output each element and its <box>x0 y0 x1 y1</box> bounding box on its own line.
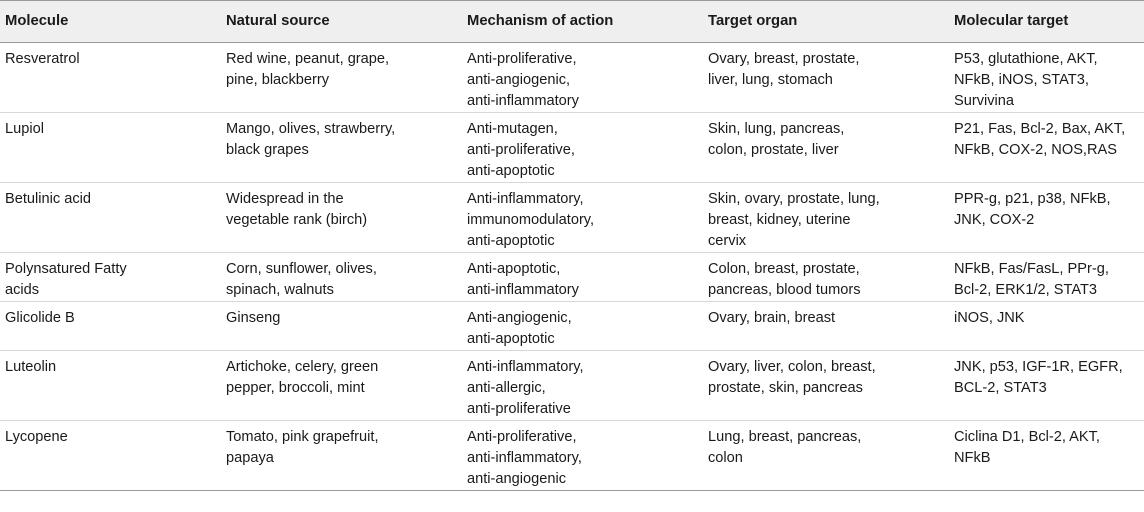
cell-text: iNOS, JNK <box>954 310 1025 326</box>
cell-text: Ciclina D1, Bcl-2, AKT, NFkB <box>954 429 1100 466</box>
cell-text: Artichoke, celery, green pepper, broccoli, mint <box>226 359 379 396</box>
table-body <box>0 43 1144 491</box>
table-row <box>0 43 1144 113</box>
cell-text: Tomato, pink grapefruit, papaya <box>226 429 379 466</box>
cell-natural-source <box>221 351 462 421</box>
cell-natural-source <box>221 183 462 253</box>
cell-molecule <box>0 113 221 183</box>
cell-text: JNK, p53, IGF-1R, EGFR, BCL-2, STAT3 <box>954 359 1123 396</box>
cell-text: P53, glutathione, AKT, NFkB, iNOS, STAT3, Survivina <box>954 51 1098 109</box>
cell-molecule <box>0 43 221 113</box>
cell-text: Betulinic acid <box>5 191 91 207</box>
cell-mechanism <box>462 113 703 183</box>
cell-text: Skin, ovary, prostate, lung, breast, kidney, uterine cervix <box>708 191 880 249</box>
cell-text: Mango, olives, strawberry, black grapes <box>226 121 396 158</box>
cell-text: Ovary, brain, breast <box>708 310 836 326</box>
cell-text: Anti-angiogenic, anti-apoptotic <box>467 310 572 347</box>
table-row <box>0 253 1144 302</box>
header-molecule: Molecule <box>5 13 69 29</box>
cell-text: Skin, lung, pancreas, colon, prostate, liver <box>708 121 845 158</box>
cell-text: Red wine, peanut, grape, pine, blackberry <box>226 51 390 88</box>
cell-text: NFkB, Fas/FasL, PPr-g, Bcl-2, ERK1/2, STAT3 <box>954 261 1109 298</box>
cell-text: Lupiol <box>5 121 44 137</box>
cell-text: Resveratrol <box>5 51 80 67</box>
header-target-organ: Target organ <box>708 13 798 29</box>
cell-text: Glicolide B <box>5 310 75 326</box>
cell-molecular-target <box>949 253 1144 302</box>
header-row <box>0 1 1144 43</box>
cell-molecular-target <box>949 43 1144 113</box>
cell-target-organ <box>703 183 949 253</box>
cell-text: Widespread in the vegetable rank (birch) <box>226 191 368 228</box>
table-row <box>0 351 1144 421</box>
cell-text: Luteolin <box>5 359 57 375</box>
cell-molecule <box>0 302 221 351</box>
table-row <box>0 421 1144 491</box>
cell-molecule <box>0 351 221 421</box>
cell-mechanism <box>462 253 703 302</box>
header-natural-source: Natural source <box>226 13 330 29</box>
cell-natural-source <box>221 253 462 302</box>
cell-molecular-target <box>949 183 1144 253</box>
cell-molecule <box>0 253 221 302</box>
table-header <box>0 1 1144 43</box>
cell-natural-source <box>221 113 462 183</box>
cell-text: Anti-mutagen, anti-proliferative, anti-apoptotic <box>467 121 575 179</box>
cell-mechanism <box>462 302 703 351</box>
cell-natural-source <box>221 421 462 491</box>
cell-molecular-target <box>949 113 1144 183</box>
header-mechanism-of-action: Mechanism of action <box>467 13 614 29</box>
cell-text: Lung, breast, pancreas, colon <box>708 429 862 466</box>
cell-mechanism <box>462 351 703 421</box>
cell-text: Ovary, breast, prostate, liver, lung, stomach <box>708 51 860 88</box>
cell-natural-source <box>221 302 462 351</box>
cell-mechanism <box>462 43 703 113</box>
cell-mechanism <box>462 183 703 253</box>
cell-target-organ <box>703 421 949 491</box>
cell-text: Ginseng <box>226 310 281 326</box>
cell-text: Corn, sunflower, olives, spinach, walnuts <box>226 261 377 298</box>
cell-target-organ <box>703 43 949 113</box>
table-row <box>0 183 1144 253</box>
cell-target-organ <box>703 302 949 351</box>
table-row <box>0 113 1144 183</box>
cell-text: Ovary, liver, colon, breast, prostate, skin, pancreas <box>708 359 876 396</box>
cell-text: Colon, breast, prostate, pancreas, blood tumors <box>708 261 861 298</box>
cell-text: Anti-inflammatory, anti-allergic, anti-proliferative <box>467 359 584 417</box>
header-molecular-target: Molecular target <box>954 13 1069 29</box>
table-row <box>0 302 1144 351</box>
cell-target-organ <box>703 253 949 302</box>
cell-text: Anti-proliferative, anti-inflammatory, anti-angiogenic <box>467 429 582 487</box>
cell-molecule <box>0 421 221 491</box>
cell-text: Anti-inflammatory, immunomodulatory, anti-apoptotic <box>467 191 595 249</box>
cell-molecule <box>0 183 221 253</box>
cell-molecular-target <box>949 302 1144 351</box>
cell-text: Lycopene <box>5 429 68 445</box>
cell-target-organ <box>703 113 949 183</box>
cell-text: PPR-g, p21, p38, NFkB, JNK, COX-2 <box>954 191 1111 228</box>
cell-molecular-target <box>949 421 1144 491</box>
cell-text: P21, Fas, Bcl-2, Bax, AKT, NFkB, COX-2, NOS,RAS <box>954 121 1126 158</box>
cell-molecular-target <box>949 351 1144 421</box>
cell-text: Anti-proliferative, anti-angiogenic, anti-inflammatory <box>467 51 579 109</box>
cell-mechanism <box>462 421 703 491</box>
cell-target-organ <box>703 351 949 421</box>
cell-text: Anti-apoptotic, anti-inflammatory <box>467 261 579 298</box>
cell-natural-source <box>221 43 462 113</box>
cell-text: Polynsatured Fatty acids <box>5 261 127 298</box>
